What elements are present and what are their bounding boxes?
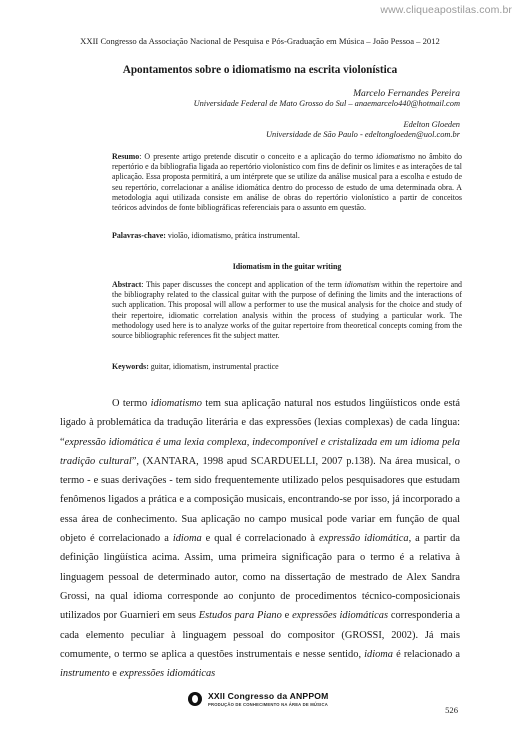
- body-emphasis: idiomatismo: [150, 398, 202, 409]
- resumo-paragraph: [112, 152, 462, 213]
- logo-text: [208, 691, 329, 707]
- body-text: tem sua aplicação natural nos estudos lingüísticos onde está ligado à problemática da tradução literária e das expressões (lexias complexas) de cada língua: “: [60, 398, 460, 448]
- body-emphasis: idioma: [364, 648, 394, 660]
- body-text: , a partir da definição lingüística acima. Assim, uma primeira significação para o termo é a relativa à linguagem pessoal de determinado autor, como na dissertação de mestrado de Alex Sandra Grossi, na qual idioma corresponde ao conjunto de procedimentos técnico-composicionais utilizados por Guarnieri em seus: [60, 533, 460, 622]
- body-paragraph: [60, 394, 460, 683]
- logo-title: XXII Congresso da ANPPOM: [208, 691, 329, 701]
- watermark: www.cliqueapostilas.com.br: [380, 4, 512, 16]
- abstract-label: Abstract: [112, 280, 142, 289]
- body-emphasis: expressão idiomática: [318, 533, 409, 545]
- abstract-paragraph: [112, 280, 462, 341]
- author-name-2: Edelton Gloeden: [403, 120, 460, 129]
- body-text: ”, (XANTARA, 1998 apud SCARDUELLI, 2007 p.138). Na área musical, o termo - e suas derivações - tem sido frequentemente utilizado pelos pesquisadores que estudam fenômenos ligados a prática e a composição musicais, encontrando-se por isso, já incorporado a essa área de conhecimento. Sua aplicação no campo musical pode variar em função de qual objeto é correlacionado a: [60, 455, 460, 545]
- author-name-1: Marcelo Fernandes Pereira: [353, 88, 460, 99]
- abstract-text: : This paper discusses the concept and application of the term: [141, 280, 345, 289]
- body-text: e: [281, 610, 293, 622]
- resumo-text: no âmbito do repertório e da bibliografia ligada ao repertório violonístico com fins de definir os limites e as interações de tal aplicação. Essa proposta permitirá, a um intérprete que se utilize da análise musical para a escolha e estudo de seu repertório, correlacionar a análise idiomática dentro do processo de estudo de uma determinada obra. A metodologia aqui utilizada consiste em análise de obras do repertório violonístico a partir de conceitos teóricos advindos de fonte bibliográficas referenciais para o assunto em questão.: [112, 152, 462, 213]
- keywords-line: [112, 362, 462, 372]
- abstract-heading: Idiomatism in the guitar writing: [232, 262, 342, 271]
- keywords-text: guitar, idiomatism, instrumental practice: [148, 362, 279, 371]
- abstract-text: within the repertoire and the bibliography related to the classical guitar with the purpose of defining the limits and the interactions of such application. This proposal will allow a performer to use the musical analysis for the choice and study of their repertoire, idiomatic correlation analysis within the process of studying a particular work. The methodology used here is to analyze works of the guitar repertoire from theoretical concepts coming from the source bibliographic references fit the subject matter.: [112, 280, 462, 341]
- resumo-emphasis: idiomatismo: [376, 152, 416, 161]
- body-emphasis: idioma: [172, 533, 202, 545]
- body-text: O termo: [112, 398, 151, 409]
- running-header: XXII Congresso da Associação Nacional de Pesquisa e Pós-Graduação em Música – João Pessoa – 2012: [80, 36, 440, 46]
- keywords-label: Keywords:: [112, 362, 149, 371]
- resumo-text: : O presente artigo pretende discutir o conceito e a aplicação do termo: [139, 152, 377, 161]
- body-quote: expressão idiomática é uma lexia complexa, indecomponível e cristalizada em um idioma pela tradição cultural: [60, 436, 460, 467]
- palavras-chave-label: Palavras-chave:: [112, 231, 166, 240]
- body-emphasis: Estudos para Piano: [198, 610, 282, 622]
- palavras-chave-line: [112, 231, 462, 241]
- body-text: e qual é correlacionado à: [201, 533, 319, 545]
- body-text: corresponderia a cada elemento peculiar à linguagem pessoal do compositor (GROSSI, 2002). Já mais comumente, o termo se aplica a questões instrumentais e nesse sentido,: [60, 610, 461, 660]
- body-text: e: [109, 668, 120, 680]
- conference-logo: [188, 687, 358, 711]
- abstract-emphasis: idiomatism: [344, 280, 380, 289]
- page-number: 526: [445, 705, 458, 715]
- anppom-logo-icon: [188, 692, 202, 706]
- body-emphasis: instrumento: [60, 668, 110, 680]
- author-affiliation-2: Universidade de São Paulo - edeltongloeden@uol.com.br: [265, 130, 460, 139]
- author-affiliation-1: Universidade Federal de Mato Grosso do Sul – anaemarcelo440@hotmail.com: [193, 99, 460, 108]
- body-emphasis: expressões idiomáticas: [119, 668, 216, 680]
- body-text: é relacionado a: [393, 648, 460, 660]
- resumo-label: Resumo: [112, 152, 140, 161]
- paper-title: Apontamentos sobre o idiomatismo na escrita violonística: [122, 64, 398, 76]
- palavras-chave-text: violão, idiomatismo, prática instrumental.: [165, 231, 300, 240]
- logo-subtitle: PRODUÇÃO DE CONHECIMENTO NA ÁREA DE MÚSICA: [208, 702, 328, 707]
- body-emphasis: expressões idiomáticas: [292, 610, 389, 622]
